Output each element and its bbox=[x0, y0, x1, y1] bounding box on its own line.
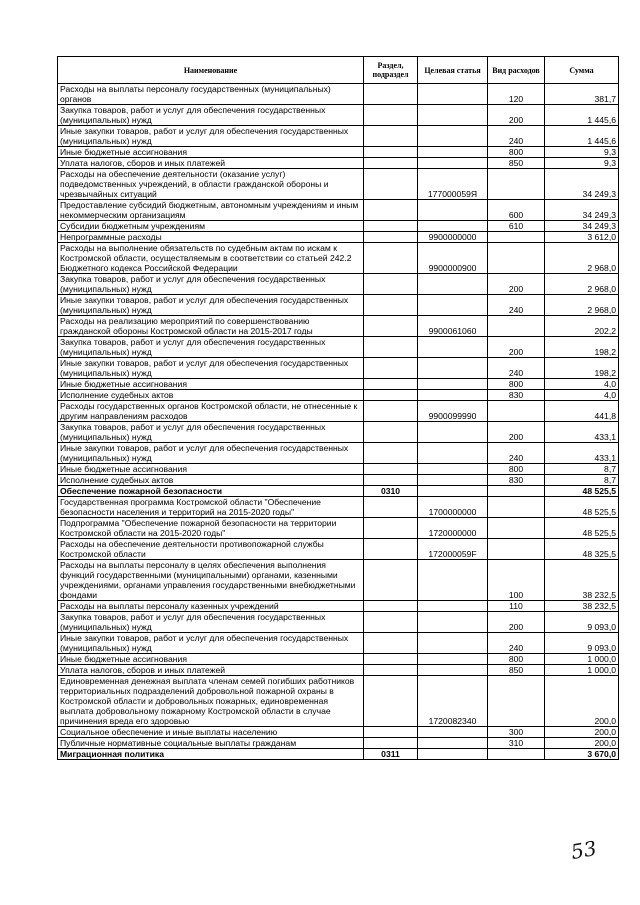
cell-section bbox=[364, 665, 418, 676]
cell-sum: 48 525,5 bbox=[545, 518, 619, 539]
cell-section: 0311 bbox=[364, 749, 418, 760]
table-row bbox=[58, 665, 619, 676]
table-row bbox=[58, 518, 619, 539]
cell-name: Публичные нормативные социальные выплаты гражданам bbox=[58, 738, 364, 749]
cell-sum: 8,7 bbox=[545, 475, 619, 486]
cell-target bbox=[418, 158, 488, 169]
cell-sum: 8,7 bbox=[545, 464, 619, 475]
cell-section bbox=[364, 84, 418, 105]
cell-type: 240 bbox=[488, 633, 545, 654]
table-row bbox=[58, 612, 619, 633]
cell-target: 9900000900 bbox=[418, 243, 488, 274]
table-header-row bbox=[58, 57, 619, 84]
cell-type: 830 bbox=[488, 390, 545, 401]
cell-sum: 48 525,5 bbox=[545, 497, 619, 518]
cell-name: Закупка товаров, работ и услуг для обеспечения государственных (муниципальных) нужд bbox=[58, 105, 364, 126]
cell-name: Единовременная денежная выплата членам семей погибших работников территориальных подразделений добровольной пожарной охраны в Костромской области и добровольных пожарных, единовременная выплата добровольному пожарному Костромской области в случае причинения вреда его здоровью bbox=[58, 676, 364, 727]
cell-name: Обеспечение пожарной безопасности bbox=[58, 486, 364, 497]
cell-target bbox=[418, 665, 488, 676]
cell-sum: 9,3 bbox=[545, 147, 619, 158]
cell-type: 610 bbox=[488, 221, 545, 232]
cell-section bbox=[364, 390, 418, 401]
cell-section bbox=[364, 274, 418, 295]
table-row bbox=[58, 169, 619, 200]
cell-type: 120 bbox=[488, 84, 545, 105]
header-sum: Сумма bbox=[545, 57, 619, 84]
cell-target bbox=[418, 654, 488, 665]
cell-type: 110 bbox=[488, 601, 545, 612]
cell-target bbox=[418, 221, 488, 232]
table-row bbox=[58, 443, 619, 464]
table-row bbox=[58, 84, 619, 105]
cell-name: Расходы на выплаты персоналу государственных (муниципальных) органов bbox=[58, 84, 364, 105]
cell-sum: 200,0 bbox=[545, 738, 619, 749]
cell-type: 800 bbox=[488, 654, 545, 665]
cell-section bbox=[364, 232, 418, 243]
table-row bbox=[58, 232, 619, 243]
cell-target bbox=[418, 200, 488, 221]
cell-sum: 200,0 bbox=[545, 727, 619, 738]
cell-section bbox=[364, 676, 418, 727]
table-row bbox=[58, 401, 619, 422]
table-row bbox=[58, 633, 619, 654]
cell-sum: 433,1 bbox=[545, 443, 619, 464]
cell-section bbox=[364, 633, 418, 654]
cell-name: Расходы на выполнение обязательств по судебным актам по искам к Костромской области, осуществляемым в соответствии со статьей 242.2 Бюджетного кодекса Российской Федерации bbox=[58, 243, 364, 274]
cell-section bbox=[364, 169, 418, 200]
cell-name: Закупка товаров, работ и услуг для обеспечения государственных (муниципальных) нужд bbox=[58, 274, 364, 295]
budget-table bbox=[57, 56, 619, 760]
cell-target bbox=[418, 727, 488, 738]
cell-type: 240 bbox=[488, 443, 545, 464]
cell-name: Миграционная политика bbox=[58, 749, 364, 760]
cell-sum: 200,0 bbox=[545, 676, 619, 727]
cell-type bbox=[488, 243, 545, 274]
table-row bbox=[58, 221, 619, 232]
table-row bbox=[58, 560, 619, 601]
table-row bbox=[58, 497, 619, 518]
cell-section: 0310 bbox=[364, 486, 418, 497]
cell-sum: 202,2 bbox=[545, 316, 619, 337]
cell-type: 200 bbox=[488, 422, 545, 443]
cell-section bbox=[364, 200, 418, 221]
header-section: Раздел, подраздел bbox=[364, 57, 418, 84]
cell-section bbox=[364, 358, 418, 379]
cell-name: Иные закупки товаров, работ и услуг для обеспечения государственных (муниципальных) нужд bbox=[58, 358, 364, 379]
cell-sum: 4,0 bbox=[545, 390, 619, 401]
cell-sum: 34 249,3 bbox=[545, 169, 619, 200]
cell-name: Закупка товаров, работ и услуг для обеспечения государственных (муниципальных) нужд bbox=[58, 422, 364, 443]
cell-type: 850 bbox=[488, 158, 545, 169]
cell-sum: 1 445,6 bbox=[545, 105, 619, 126]
cell-sum: 2 968,0 bbox=[545, 243, 619, 274]
cell-sum: 9 093,0 bbox=[545, 633, 619, 654]
cell-target bbox=[418, 486, 488, 497]
cell-name: Иные бюджетные ассигнования bbox=[58, 379, 364, 390]
table-row bbox=[58, 486, 619, 497]
cell-type bbox=[488, 401, 545, 422]
cell-sum: 2 968,0 bbox=[545, 295, 619, 316]
cell-target bbox=[418, 443, 488, 464]
cell-name: Иные закупки товаров, работ и услуг для обеспечения государственных (муниципальных) нужд bbox=[58, 126, 364, 147]
cell-type bbox=[488, 749, 545, 760]
cell-section bbox=[364, 243, 418, 274]
cell-type: 300 bbox=[488, 727, 545, 738]
cell-sum: 9,3 bbox=[545, 158, 619, 169]
table-row bbox=[58, 126, 619, 147]
table-row bbox=[58, 274, 619, 295]
cell-type bbox=[488, 676, 545, 727]
cell-name: Иные закупки товаров, работ и услуг для обеспечения государственных (муниципальных) нужд bbox=[58, 633, 364, 654]
cell-name: Непрограммные расходы bbox=[58, 232, 364, 243]
cell-target: 177000059Я bbox=[418, 169, 488, 200]
cell-target: 9900099990 bbox=[418, 401, 488, 422]
cell-type: 800 bbox=[488, 379, 545, 390]
table-row bbox=[58, 390, 619, 401]
cell-name: Иные закупки товаров, работ и услуг для обеспечения государственных (муниципальных) нужд bbox=[58, 295, 364, 316]
cell-section bbox=[364, 443, 418, 464]
cell-name: Расходы на реализацию мероприятий по совершенствованию гражданской обороны Костромской области на 2015-2017 годы bbox=[58, 316, 364, 337]
header-name: Наименование bbox=[58, 57, 364, 84]
table-row bbox=[58, 105, 619, 126]
table-row bbox=[58, 337, 619, 358]
cell-target bbox=[418, 274, 488, 295]
table-row bbox=[58, 676, 619, 727]
cell-sum: 34 249,3 bbox=[545, 200, 619, 221]
table-row bbox=[58, 539, 619, 560]
cell-sum: 3 670,0 bbox=[545, 749, 619, 760]
cell-section bbox=[364, 601, 418, 612]
cell-type: 240 bbox=[488, 358, 545, 379]
cell-target bbox=[418, 390, 488, 401]
cell-name: Исполнение судебных актов bbox=[58, 475, 364, 486]
cell-section bbox=[364, 612, 418, 633]
cell-type bbox=[488, 169, 545, 200]
cell-name: Исполнение судебных актов bbox=[58, 390, 364, 401]
cell-section bbox=[364, 379, 418, 390]
table-row bbox=[58, 475, 619, 486]
cell-section bbox=[364, 539, 418, 560]
table-row bbox=[58, 749, 619, 760]
cell-section bbox=[364, 738, 418, 749]
table-row bbox=[58, 738, 619, 749]
cell-target: 1720000000 bbox=[418, 518, 488, 539]
cell-type bbox=[488, 539, 545, 560]
cell-sum: 48 325,5 bbox=[545, 539, 619, 560]
cell-target bbox=[418, 749, 488, 760]
cell-name: Расходы на выплаты персоналу в целях обеспечения выполнения функций государственными (муниципальными) органами, казенными учреждениями, органами управления государственными внебюджетными фондами bbox=[58, 560, 364, 601]
cell-type: 100 bbox=[488, 560, 545, 601]
cell-target bbox=[418, 358, 488, 379]
cell-section bbox=[364, 401, 418, 422]
cell-target bbox=[418, 126, 488, 147]
cell-sum: 3 612,0 bbox=[545, 232, 619, 243]
cell-section bbox=[364, 654, 418, 665]
cell-type: 830 bbox=[488, 475, 545, 486]
cell-sum: 2 968,0 bbox=[545, 274, 619, 295]
table-row bbox=[58, 422, 619, 443]
cell-name: Расходы на обеспечение деятельности (оказание услуг) подведомственных учреждений, в области гражданской обороны и чрезвычайных ситуаций bbox=[58, 169, 364, 200]
cell-target bbox=[418, 84, 488, 105]
table-row bbox=[58, 379, 619, 390]
cell-target bbox=[418, 601, 488, 612]
table-row bbox=[58, 158, 619, 169]
page-number: 53 bbox=[569, 835, 599, 865]
cell-sum: 381,7 bbox=[545, 84, 619, 105]
cell-sum: 1 445,6 bbox=[545, 126, 619, 147]
cell-target bbox=[418, 464, 488, 475]
cell-type: 310 bbox=[488, 738, 545, 749]
cell-section bbox=[364, 158, 418, 169]
cell-type: 200 bbox=[488, 274, 545, 295]
cell-name: Предоставление субсидий бюджетным, автономным учреждениям и иным некоммерческим организациям bbox=[58, 200, 364, 221]
cell-target bbox=[418, 379, 488, 390]
cell-section bbox=[364, 147, 418, 158]
cell-section bbox=[364, 337, 418, 358]
cell-name: Закупка товаров, работ и услуг для обеспечения государственных (муниципальных) нужд bbox=[58, 612, 364, 633]
cell-section bbox=[364, 464, 418, 475]
cell-target bbox=[418, 105, 488, 126]
cell-target: 9900000000 bbox=[418, 232, 488, 243]
cell-section bbox=[364, 560, 418, 601]
cell-sum: 433,1 bbox=[545, 422, 619, 443]
cell-name: Иные бюджетные ассигнования bbox=[58, 654, 364, 665]
cell-target bbox=[418, 422, 488, 443]
cell-sum: 1 000,0 bbox=[545, 665, 619, 676]
cell-type: 800 bbox=[488, 147, 545, 158]
cell-name: Расходы государственных органов Костромской области, не отнесенные к другим направлениям расходов bbox=[58, 401, 364, 422]
table-row bbox=[58, 464, 619, 475]
cell-name: Государственная программа Костромской области "Обеспечение безопасности населения и территорий на 2015-2020 годы" bbox=[58, 497, 364, 518]
cell-sum: 1 000,0 bbox=[545, 654, 619, 665]
cell-name: Расходы на выплаты персоналу казенных учреждений bbox=[58, 601, 364, 612]
cell-sum: 48 525,5 bbox=[545, 486, 619, 497]
cell-target: 172000059F bbox=[418, 539, 488, 560]
cell-type: 240 bbox=[488, 295, 545, 316]
table-row bbox=[58, 243, 619, 274]
cell-target bbox=[418, 560, 488, 601]
cell-name: Подпрограмма "Обеспечение пожарной безопасности на территории Костромской области на 2015-2020 годы" bbox=[58, 518, 364, 539]
cell-type bbox=[488, 232, 545, 243]
cell-name: Иные бюджетные ассигнования bbox=[58, 147, 364, 158]
cell-target bbox=[418, 633, 488, 654]
cell-target bbox=[418, 738, 488, 749]
cell-section bbox=[364, 518, 418, 539]
cell-section bbox=[364, 126, 418, 147]
cell-type: 600 bbox=[488, 200, 545, 221]
cell-type: 240 bbox=[488, 126, 545, 147]
cell-section bbox=[364, 105, 418, 126]
cell-name: Иные закупки товаров, работ и услуг для обеспечения государственных (муниципальных) нужд bbox=[58, 443, 364, 464]
cell-name: Иные бюджетные ассигнования bbox=[58, 464, 364, 475]
table-row bbox=[58, 200, 619, 221]
table-row bbox=[58, 295, 619, 316]
cell-type: 200 bbox=[488, 105, 545, 126]
table-row bbox=[58, 601, 619, 612]
cell-section bbox=[364, 316, 418, 337]
cell-type bbox=[488, 486, 545, 497]
cell-target: 1700000000 bbox=[418, 497, 488, 518]
table-row bbox=[58, 316, 619, 337]
table-row bbox=[58, 727, 619, 738]
cell-name: Социальное обеспечение и иные выплаты населению bbox=[58, 727, 364, 738]
cell-name: Закупка товаров, работ и услуг для обеспечения государственных (муниципальных) нужд bbox=[58, 337, 364, 358]
cell-name: Субсидии бюджетным учреждениям bbox=[58, 221, 364, 232]
header-type: Вид расходов bbox=[488, 57, 545, 84]
cell-type: 200 bbox=[488, 612, 545, 633]
cell-sum: 4,0 bbox=[545, 379, 619, 390]
cell-section bbox=[364, 727, 418, 738]
cell-sum: 198,2 bbox=[545, 337, 619, 358]
cell-sum: 38 232,5 bbox=[545, 601, 619, 612]
cell-name: Расходы на обеспечение деятельности противопожарной службы Костромской области bbox=[58, 539, 364, 560]
cell-sum: 441,8 bbox=[545, 401, 619, 422]
cell-section bbox=[364, 475, 418, 486]
table-body bbox=[58, 84, 619, 760]
cell-target bbox=[418, 147, 488, 158]
cell-target bbox=[418, 337, 488, 358]
cell-section bbox=[364, 295, 418, 316]
cell-type bbox=[488, 497, 545, 518]
cell-target bbox=[418, 295, 488, 316]
cell-section bbox=[364, 422, 418, 443]
cell-sum: 9 093,0 bbox=[545, 612, 619, 633]
cell-section bbox=[364, 221, 418, 232]
cell-type: 800 bbox=[488, 464, 545, 475]
cell-type: 850 bbox=[488, 665, 545, 676]
cell-section bbox=[364, 497, 418, 518]
header-target: Целевая статья bbox=[418, 57, 488, 84]
cell-type bbox=[488, 316, 545, 337]
table-row bbox=[58, 147, 619, 158]
table-row bbox=[58, 654, 619, 665]
cell-sum: 34 249,3 bbox=[545, 221, 619, 232]
cell-target bbox=[418, 475, 488, 486]
cell-sum: 198,2 bbox=[545, 358, 619, 379]
cell-type: 200 bbox=[488, 337, 545, 358]
cell-type bbox=[488, 518, 545, 539]
table-row bbox=[58, 358, 619, 379]
cell-target: 1720082340 bbox=[418, 676, 488, 727]
cell-target bbox=[418, 612, 488, 633]
cell-name: Уплата налогов, сборов и иных платежей bbox=[58, 665, 364, 676]
cell-target: 9900061060 bbox=[418, 316, 488, 337]
cell-name: Уплата налогов, сборов и иных платежей bbox=[58, 158, 364, 169]
cell-sum: 38 232,5 bbox=[545, 560, 619, 601]
